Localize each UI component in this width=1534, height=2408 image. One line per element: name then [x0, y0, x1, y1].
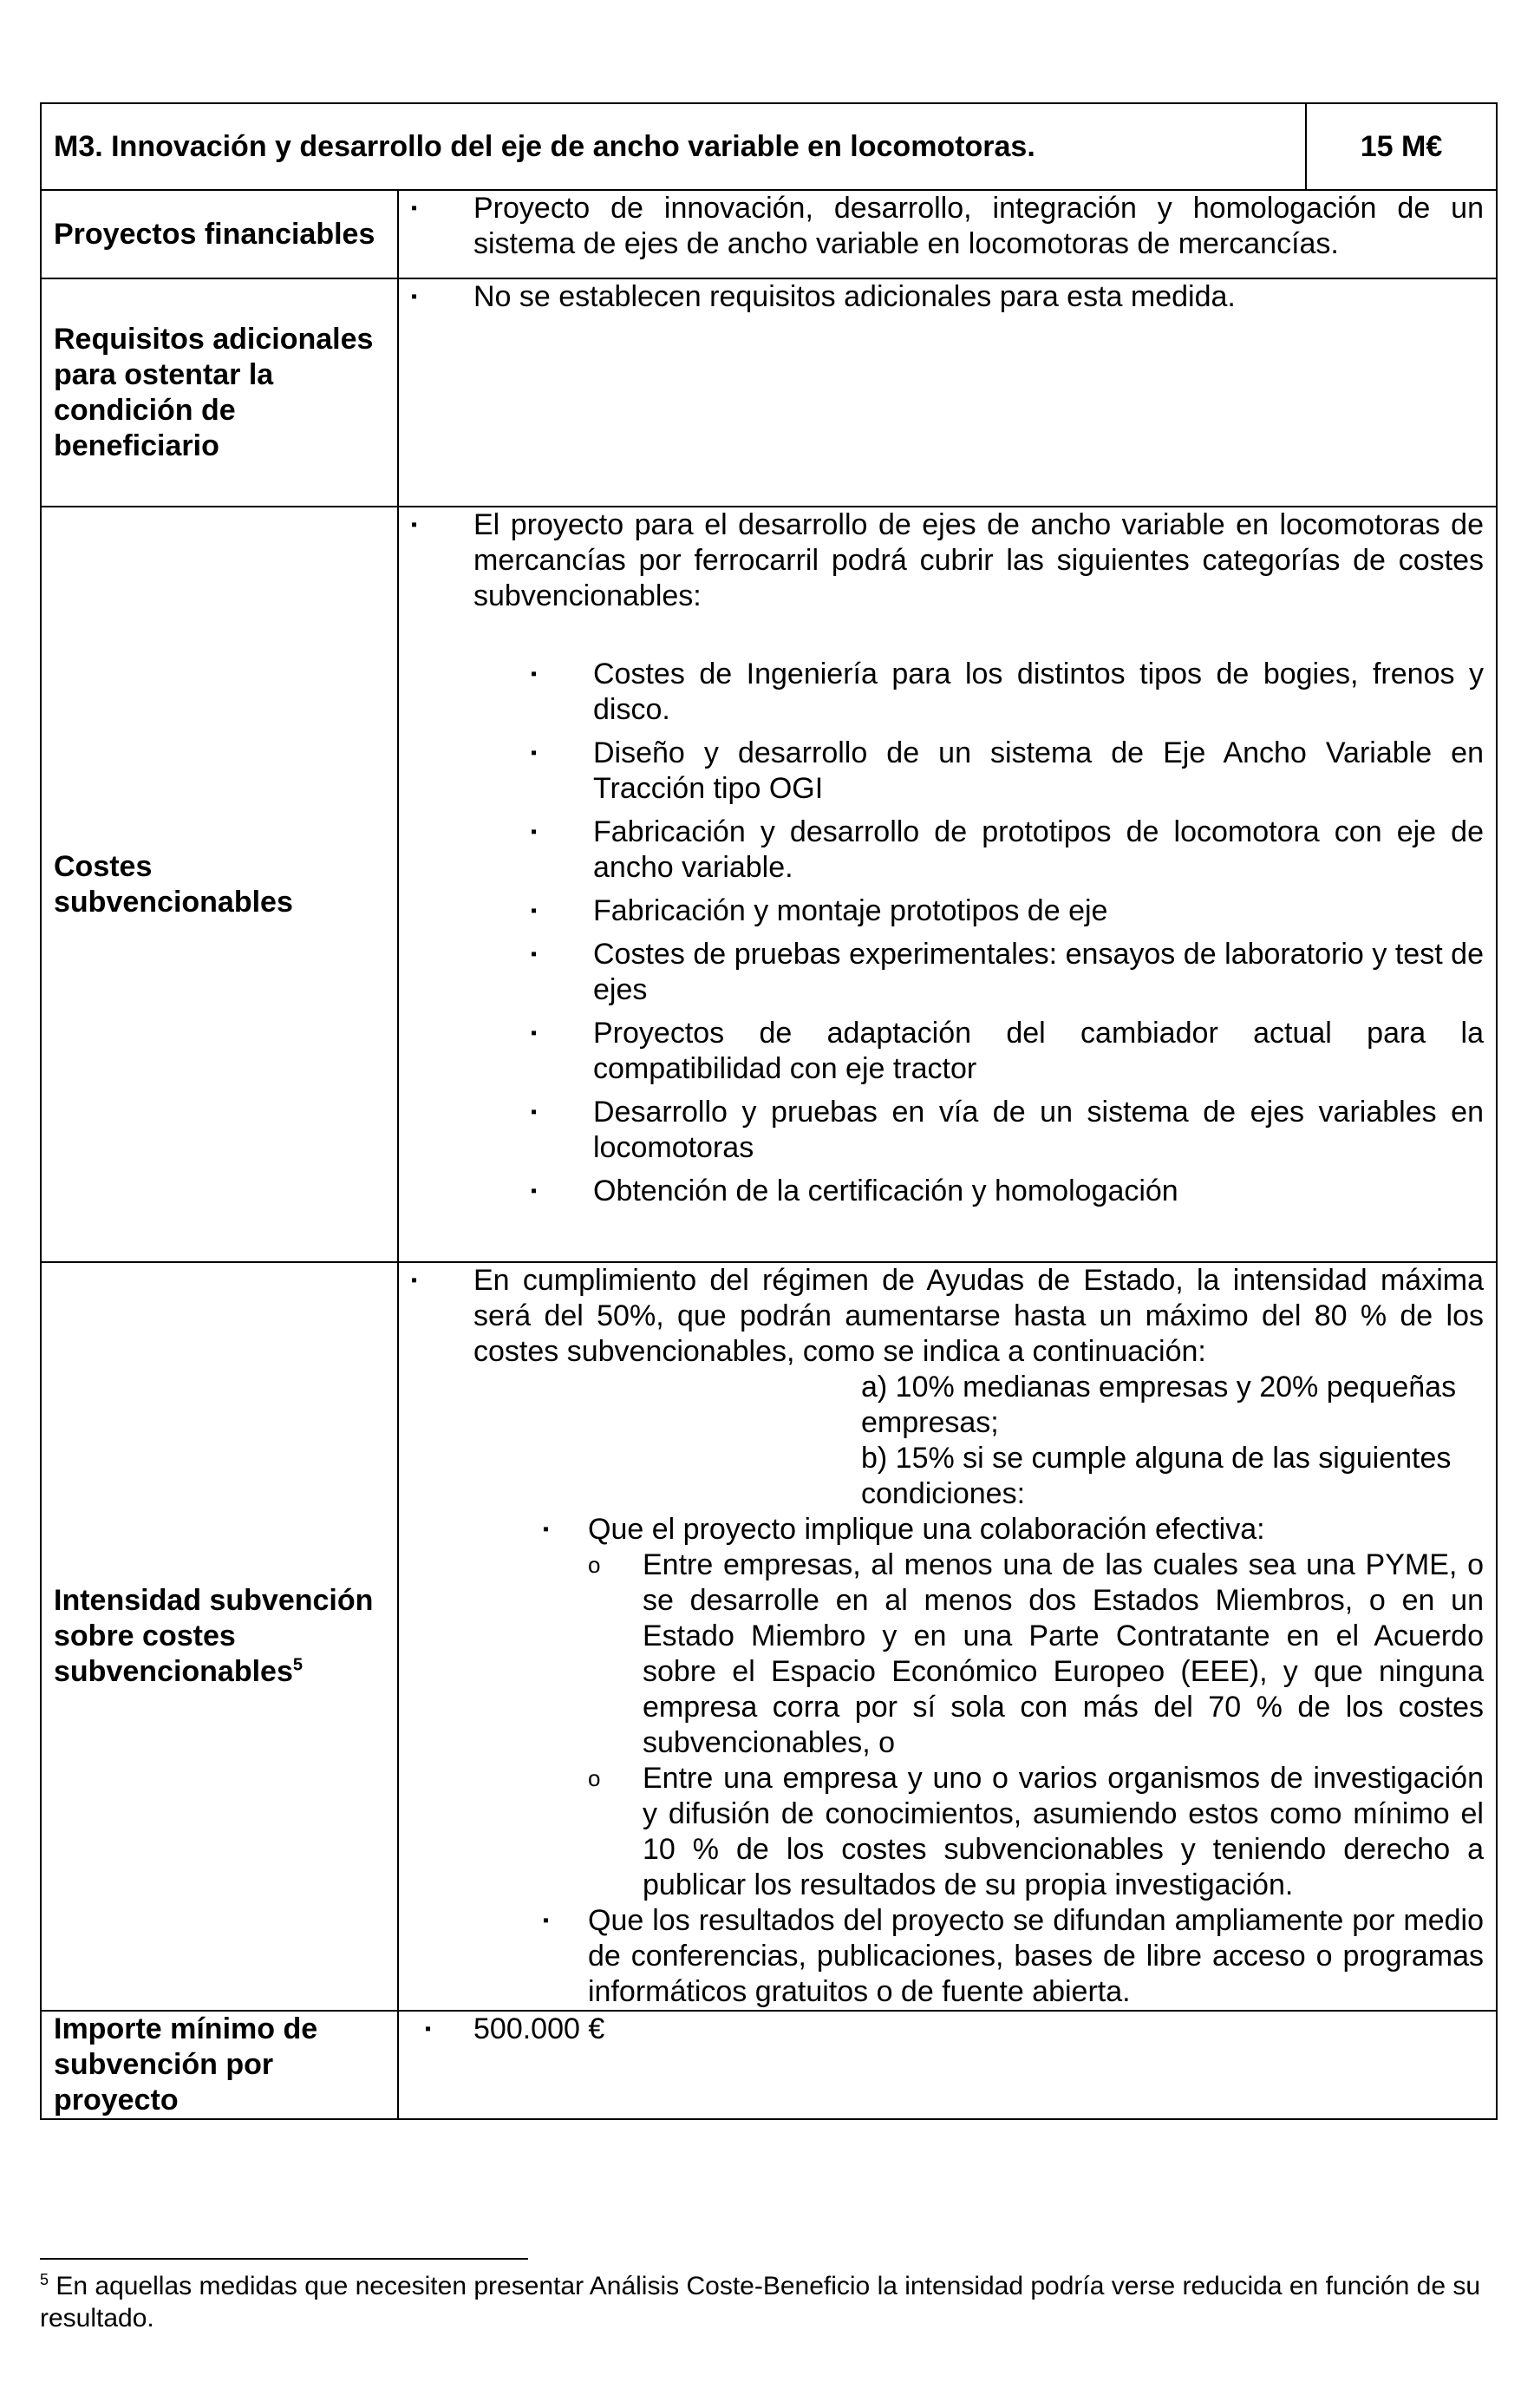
list-item-text: Proyecto de innovación, desarrollo, integración y homologación de un sistema de ejes de ancho variable en locomotoras de mercancías. [473, 192, 1484, 260]
measure-table [40, 102, 1498, 2120]
list-item-text: Fabricación y desarrollo de prototipos de locomotora con eje de ancho variable. [593, 815, 1484, 884]
row-content [398, 1262, 1497, 2011]
square-bullet-icon: ▪ [531, 1181, 538, 1201]
list-item [399, 191, 1484, 262]
row-label-text: Intensidad subvención sobre costes subvencionables [54, 1584, 374, 1688]
list-item [399, 1263, 1484, 1370]
list-item-text: 500.000 € [473, 2012, 605, 2045]
circle-bullet-icon: o [588, 1552, 601, 1578]
list-item [399, 1174, 1484, 1209]
row-requisitos-adicionales [41, 278, 1497, 507]
measure-title: M3. Innovación y desarrollo del eje de ancho variable en locomotoras. [41, 103, 1306, 190]
square-bullet-icon: ▪ [531, 945, 538, 964]
list-item [399, 1095, 1484, 1166]
measure-amount: 15 M€ [1306, 103, 1497, 190]
list-item [399, 937, 1484, 1008]
square-bullet-icon: ▪ [531, 743, 538, 762]
row-content [398, 190, 1497, 278]
list-item-text: Fabricación y montaje prototipos de eje [593, 894, 1108, 927]
row-proyectos-financiables [41, 190, 1497, 278]
row-content [398, 2011, 1497, 2119]
footnote-text: En aquellas medidas que necesiten presentar Análisis Coste-Beneficio la intensidad podría verse reducida en función de su resultado. [40, 2272, 1481, 2333]
row-label [41, 1262, 398, 2011]
row-label: Costes subvencionables [41, 507, 398, 1262]
square-bullet-icon: ▪ [411, 1271, 418, 1290]
square-bullet-icon: ▪ [531, 822, 538, 841]
footnote-separator [40, 2258, 528, 2260]
row-label: Proyectos financiables [41, 190, 398, 278]
list-item-text: Costes de Ingeniería para los distintos tipos de bogies, frenos y disco. [593, 658, 1484, 726]
row-label: Importe mínimo de subvención por proyecto [41, 2011, 398, 2119]
row-content [398, 278, 1497, 507]
row-intensidad-subvencion [41, 1262, 1497, 2011]
footnote-ref: 5 [292, 1655, 303, 1675]
row-importe-minimo [41, 2011, 1497, 2119]
list-item [399, 893, 1484, 929]
square-bullet-icon: ▪ [531, 1103, 538, 1122]
footnote-number: 5 [40, 2271, 49, 2288]
list-item-text: Entre una empresa y uno o varios organismos de investigación y difusión de conocimientos, asumiendo estos como mínimo el 10 % de los costes subvencionables y teniendo derecho a publicar los resultados de su propia investigación. [643, 1762, 1484, 1901]
list-item [399, 279, 1484, 315]
square-bullet-icon: ▪ [531, 901, 538, 920]
list-item [399, 1903, 1484, 2010]
square-bullet-icon: ▪ [543, 1520, 550, 1539]
list-item [399, 2012, 1484, 2047]
list-item [399, 736, 1484, 807]
list-item-text: En cumplimiento del régimen de Ayudas de Estado, la intensidad máxima será del 50%, que podrán aumentarse hasta un máximo del 80 % de los costes subvencionables, como se indica a continuación: [473, 1264, 1484, 1368]
line-a: a) 10% medianas empresas y 20% pequeñas empresas; [861, 1371, 1457, 1439]
list-item [399, 1548, 1484, 1761]
footnote [40, 2270, 1497, 2334]
square-bullet-icon: ▪ [531, 664, 538, 684]
square-bullet-icon: ▪ [425, 2019, 432, 2038]
row-content [398, 507, 1497, 1262]
list-item-text: Que los resultados del proyecto se difundan ampliamente por medio de conferencias, publicaciones, bases de libre acceso o programas informáticos gratuitos o de fuente abierta. [588, 1904, 1484, 2008]
square-bullet-icon: ▪ [531, 1024, 538, 1043]
square-bullet-icon: ▪ [411, 287, 418, 306]
row-label: Requisitos adicionales para ostentar la condición de beneficiario [41, 278, 398, 507]
circle-bullet-icon: o [588, 1765, 601, 1791]
list-item-text: Proyectos de adaptación del cambiador actual para la compatibilidad con eje tractor [593, 1017, 1484, 1085]
list-item-text: No se establecen requisitos adicionales para esta medida. [473, 280, 1236, 313]
list-item-text: Que el proyecto implique una colaboración efectiva: [588, 1513, 1265, 1546]
square-bullet-icon: ▪ [411, 199, 418, 218]
list-item-text: Entre empresas, al menos una de las cuales sea una PYME, o se desarrolle en al menos dos Estados Miembros, o en un Estado Miembro y en una Parte Contratante en el Acuerdo sobre el Espacio Económico Europeo (EEE), y que ninguna empresa corra por sí sola con más del 70 % de los costes subvencionables, o [643, 1548, 1484, 1759]
list-item [399, 657, 1484, 728]
square-bullet-icon: ▪ [411, 515, 418, 534]
list-item-text: Obtención de la certificación y homologación [593, 1175, 1178, 1207]
list-item-text: Diseño y desarrollo de un sistema de Eje Ancho Variable en Tracción tipo OGI [593, 736, 1484, 805]
list-item [399, 1016, 1484, 1087]
list-item [399, 507, 1484, 614]
list-item [399, 815, 1484, 886]
square-bullet-icon: ▪ [543, 1911, 550, 1930]
list-item-text: Costes de pruebas experimentales: ensayos de laboratorio y test de ejes [593, 938, 1484, 1006]
list-item-text: El proyecto para el desarrollo de ejes de ancho variable en locomotoras de mercancías por ferrocarril podrá cubrir las siguientes categorías de costes subvencionables: [473, 508, 1484, 612]
list-item [399, 1761, 1484, 1903]
row-costes-subvencionables [41, 507, 1497, 1262]
line-b: b) 15% si se cumple alguna de las siguientes condiciones: [861, 1442, 1452, 1510]
list-item-text: Desarrollo y pruebas en vía de un sistema de ejes variables en locomotoras [593, 1096, 1484, 1164]
measure-header-row [41, 103, 1497, 190]
list-item [399, 1512, 1484, 1548]
